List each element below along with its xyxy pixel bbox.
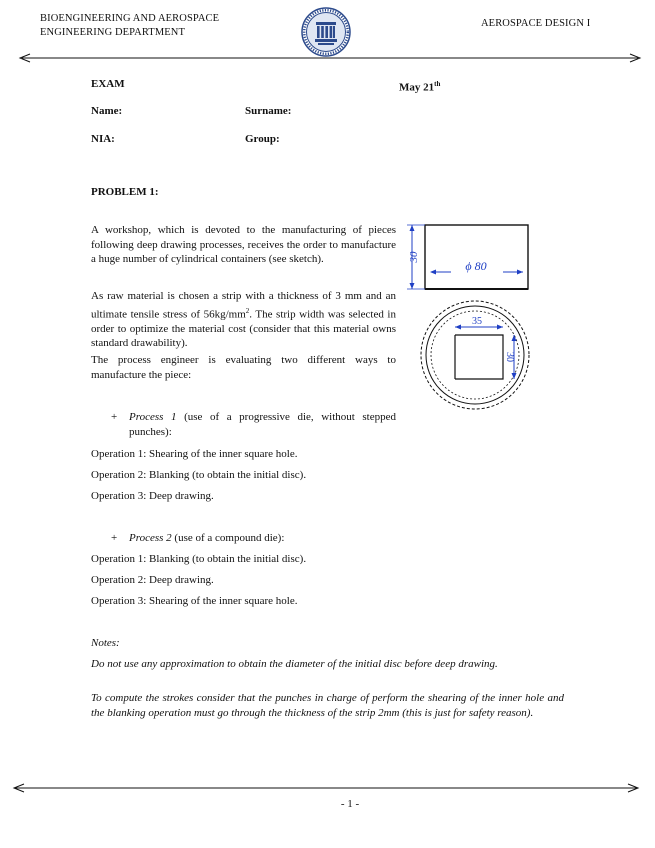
process-1-operation-3: Operation 3: Deep drawing.	[91, 490, 214, 502]
process-2-bullet: +	[111, 532, 118, 544]
process-2-operation-1: Operation 1: Blanking (to obtain the initial disc).	[91, 553, 307, 565]
process-2-operation-3: Operation 3: Shearing of the inner square hole.	[91, 595, 298, 607]
note-1: Do not use any approximation to obtain the diameter of the initial disc before deep drawing.	[91, 658, 498, 670]
header-rule	[0, 50, 655, 66]
department-name	[40, 12, 219, 40]
surname-label: Surname:	[245, 105, 292, 117]
process-2-detail: (use of a compound die):	[171, 532, 285, 544]
exam-date-text: May 21	[399, 81, 435, 94]
problem-paragraph-1: A workshop, which is devoted to the manufacturing of pieces following deep drawing processes, receives the order to manufacture a huge number of cylindrical containers (see sketch).	[91, 224, 396, 266]
note-2: To compute the strokes consider that the punches in charge of perform the shearing of the inner hole and the blanking operation must go through the thickness of the strip 2mm (this is just for safety reason).	[91, 692, 564, 719]
exam-date-suffix: th	[434, 80, 441, 88]
height-dimension-label: 30	[408, 251, 420, 263]
process-2-operation-2: Operation 2: Deep drawing.	[91, 574, 214, 586]
problem-heading: PROBLEM 1:	[91, 186, 159, 198]
process-2-description	[129, 531, 284, 545]
problem-paragraph-3: The process engineer is evaluating two different ways to manufacture the piece:	[91, 354, 396, 381]
department-line-1: BIOENGINEERING AND AEROSPACE	[40, 13, 220, 24]
exam-title: EXAM	[91, 78, 125, 90]
page-number: - 1 -	[340, 798, 360, 810]
disc-sketch	[419, 298, 531, 413]
process-1-detail: (use of a progressive die, without stepped punches):	[129, 411, 397, 438]
problem-paragraph-2	[91, 289, 396, 351]
process-1-description	[129, 410, 396, 439]
exam-date	[399, 77, 440, 95]
course-title: AEROSPACE DESIGN I	[481, 18, 591, 29]
process-1-name: Process 1	[129, 411, 177, 423]
container-sketch	[403, 220, 538, 295]
footer-rule	[0, 780, 655, 796]
paragraph-2-end: . The strip width was selected in order to optimize the material cost (consider that this material owns standard drawability).	[91, 308, 396, 350]
process-1-operation-1: Operation 1: Shearing of the inner square hole.	[91, 448, 298, 460]
hole-width-label: 35	[472, 316, 482, 327]
hole-height-label: 30	[504, 352, 515, 362]
diameter-dimension-label: ϕ 80	[465, 259, 487, 273]
process-1-bullet: +	[111, 411, 118, 423]
paragraph-2-start: As raw material is chosen a strip with a thickness of 3 mm and an ultimate tensile stress of 56kg/mm	[91, 290, 396, 321]
process-2-name: Process 2	[129, 532, 172, 544]
process-1-operation-2: Operation 2: Blanking (to obtain the initial disc).	[91, 469, 307, 481]
nia-label: NIA:	[91, 133, 115, 145]
notes-heading: Notes:	[91, 637, 120, 649]
group-label: Group:	[245, 133, 280, 145]
paragraph-2-superscript: 2	[245, 306, 250, 315]
name-label: Name:	[91, 105, 123, 117]
department-line-2: ENGINEERING DEPARTMENT	[40, 27, 185, 38]
